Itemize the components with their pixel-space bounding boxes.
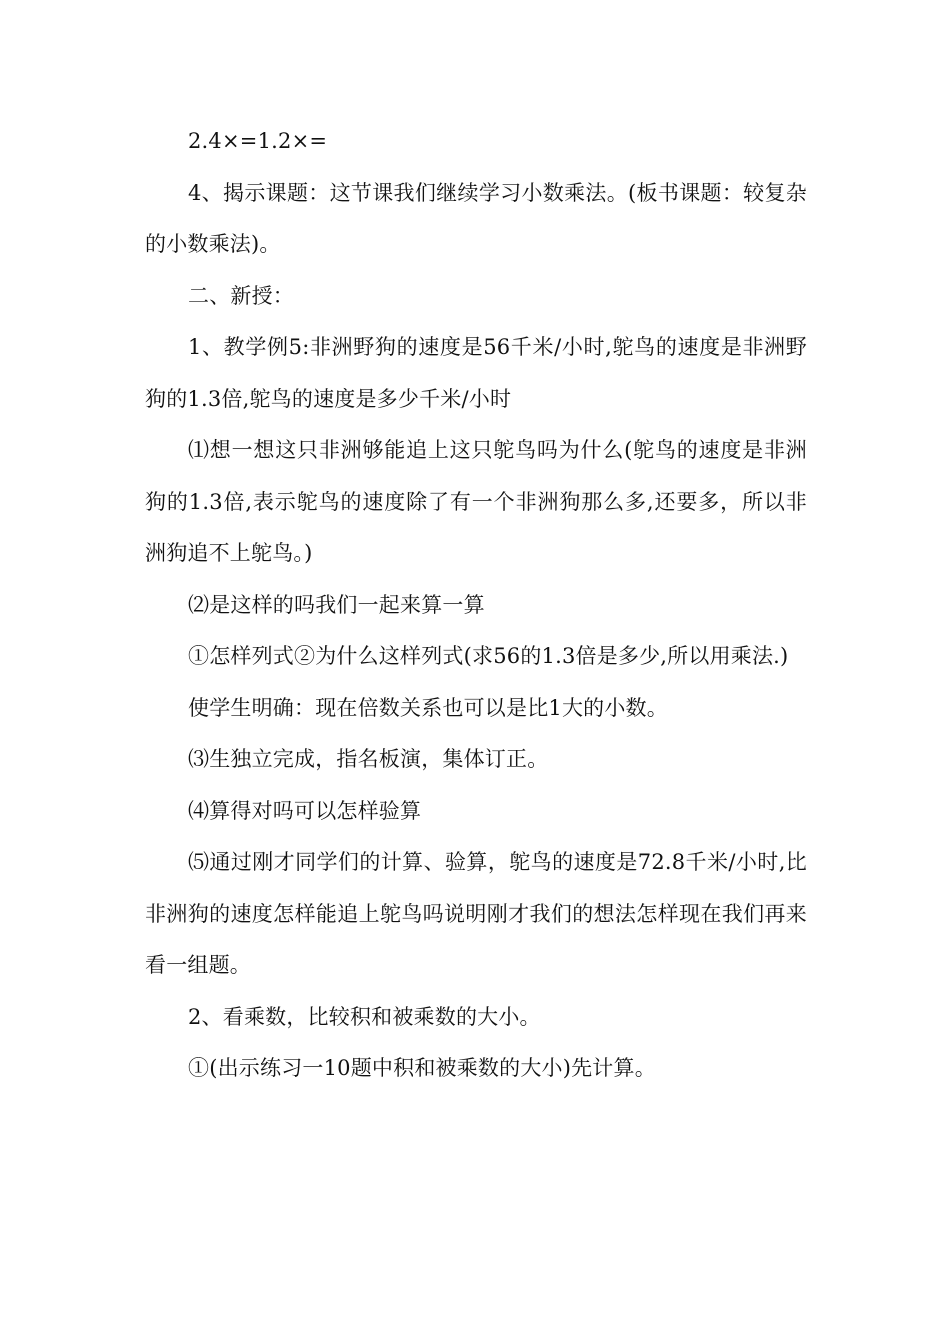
paragraph-equation: 2.4×=1.2×= — [188, 129, 328, 153]
document-body — [145, 116, 807, 1095]
paragraph-step-3: ⑶生独立完成，指名板演，集体订正。 — [188, 747, 549, 771]
paragraph-compare: 2、看乘数，比较积和被乘数的大小。 — [188, 1004, 541, 1029]
paragraph-example-5: 1、教学例5:非洲野狗的速度是56千米/小时,鸵鸟的速度是非洲野狗的1.3倍,鸵鸟的速度是多少千米/小时 — [145, 335, 807, 411]
section-heading-new-lesson: 二、新授： — [188, 283, 294, 308]
paragraph-step-1: ⑴想一想这只非洲够能追上这只鸵鸟吗为什么(鸵鸟的速度是非洲狗的1.3倍,表示鸵鸟的速度除了有一个非洲狗那么多,还要多，所以非洲狗追不上鸵鸟。) — [145, 438, 807, 565]
paragraph-exercise: ①(出示练习一10题中积和被乘数的大小)先计算。 — [188, 1056, 656, 1080]
paragraph-step-4: ⑷算得对吗可以怎样验算 — [188, 798, 422, 823]
paragraph-clarify: 使学生明确：现在倍数关系也可以是比1大的小数。 — [188, 695, 668, 720]
paragraph-reveal-topic: 4、揭示课题：这节课我们继续学习小数乘法。(板书课题：较复杂的小数乘法)。 — [145, 180, 807, 256]
paragraph-step-2: ⑵是这样的吗我们一起来算一算 — [188, 592, 485, 617]
paragraph-formula-question: ①怎样列式②为什么这样列式(求56的1.3倍是多少,所以用乘法.) — [188, 644, 789, 668]
paragraph-step-5: ⑸通过刚才同学们的计算、验算，鸵鸟的速度是72.8千米/小时,比非洲狗的速度怎样能追上鸵鸟吗说明刚才我们的想法怎样现在我们再来看一组题。 — [145, 850, 807, 977]
